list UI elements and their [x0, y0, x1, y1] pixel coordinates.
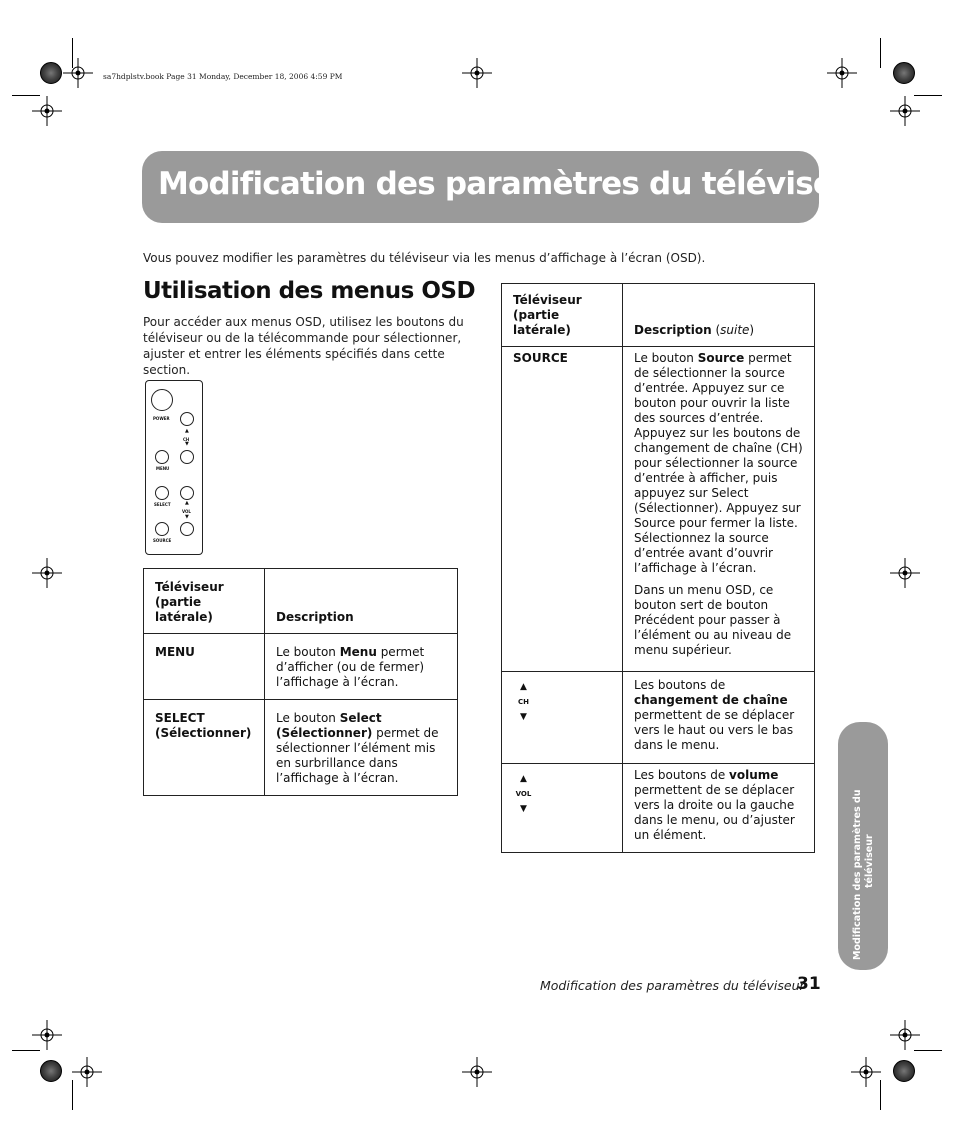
power-button-icon	[151, 389, 173, 411]
print-registration-ball	[893, 1060, 915, 1082]
select-button-icon	[155, 486, 169, 500]
crosshair-registration-icon	[72, 1057, 102, 1087]
vol-down-button-icon	[180, 522, 194, 536]
vol-down-arrow-icon: ▼	[185, 514, 189, 520]
footer-title: Modification des paramètres du téléviseur	[540, 978, 805, 993]
crosshair-registration-icon	[851, 1057, 881, 1087]
crosshair-registration-icon	[63, 58, 93, 88]
power-label: POWER	[153, 416, 170, 421]
vol-up-arrow-icon: ▲	[185, 500, 189, 506]
buttons-table-right	[501, 283, 815, 853]
section-title: Utilisation des menus OSD	[143, 278, 476, 304]
table-row	[502, 764, 815, 853]
row-desc-source: Le bouton Source permet de sélectionner la source d’entrée. Appuyez sur ce bouton pour ouvrir la liste des sources d’entrée. Appuyez sur les boutons de changement de chaîne (CH) pour sélectionner la source d’entrée à afficher, puis appuyez sur Select (Sélectionner). Appuyez sur Source pour fermer la liste. Sélectionnez la source d’entrée avant d’ouvrir l’affichage à l’écran. Dans un menu OSD, ce bouton sert de bouton Précédent pour passer à l’élément ou au niveau de menu supérieur.	[634, 351, 803, 657]
vol-label: VOL	[182, 509, 191, 514]
header-tv-side: Téléviseur (partie latérale)	[155, 580, 224, 624]
crosshair-registration-icon	[827, 58, 857, 88]
vol-buttons-icon: ▲ VOL ▼	[515, 774, 532, 814]
row-key-source: SOURCE	[513, 351, 568, 365]
section-text: Pour accéder aux menus OSD, utilisez les boutons du téléviseur ou de la télécommande pour sélectionner, ajuster et entrer les éléments spécifiés dans cette section.	[143, 315, 464, 377]
print-registration-ball	[893, 62, 915, 84]
crop-line	[880, 38, 881, 68]
intro-text: Vous pouvez modifier les paramètres du téléviseur via les menus d’affichage à l’écran (OSD).	[143, 251, 706, 265]
header-tv-side: Téléviseur (partie latérale)	[513, 293, 582, 337]
table-row	[144, 634, 458, 700]
ch-up-button-icon	[180, 412, 194, 426]
crosshair-registration-icon	[890, 96, 920, 126]
page-number: 31	[797, 974, 821, 994]
crosshair-registration-icon	[32, 96, 62, 126]
table-header-row	[502, 284, 815, 347]
crosshair-registration-icon	[890, 558, 920, 588]
select-label: SELECT	[154, 502, 171, 507]
row-key-select: SELECT (Sélectionner)	[155, 711, 252, 740]
crop-line	[914, 1050, 942, 1051]
row-desc-menu: Le bouton Menu permet d’afficher (ou de fermer) l’affichage à l’écran.	[276, 645, 425, 689]
ch-buttons-icon: ▲ CH ▼	[518, 682, 529, 722]
crosshair-registration-icon	[32, 558, 62, 588]
table-row	[502, 672, 815, 764]
menu-label: MENU	[156, 466, 170, 471]
crop-line	[72, 1080, 73, 1110]
row-desc-vol: Les boutons de volume permettent de se déplacer vers la droite ou la gauche dans le menu, ou d’ajuster un élément.	[634, 768, 795, 842]
ch-label: CH	[183, 437, 190, 442]
buttons-table-left	[143, 568, 458, 796]
row-desc-ch: Les boutons de changement de chaîne permettent de se déplacer vers le haut ou vers le bas dans le menu.	[634, 678, 795, 752]
row-key-menu: MENU	[155, 645, 195, 659]
side-tab-line1: Modification des paramètres du	[852, 789, 863, 960]
table-row	[144, 700, 458, 796]
tv-side-panel-illustration	[145, 380, 203, 555]
table-header-row	[144, 569, 458, 634]
ch-down-button-icon	[180, 450, 194, 464]
vol-up-button-icon	[180, 486, 194, 500]
table-row	[502, 347, 815, 672]
print-registration-ball	[40, 62, 62, 84]
print-registration-ball	[40, 1060, 62, 1082]
crosshair-registration-icon	[32, 1020, 62, 1050]
crosshair-registration-icon	[462, 58, 492, 88]
side-tab-line2: téléviseur	[864, 834, 875, 888]
source-label: SOURCE	[153, 538, 172, 543]
crosshair-registration-icon	[890, 1020, 920, 1050]
ch-down-arrow-icon: ▼	[185, 441, 189, 447]
crop-line	[12, 95, 40, 96]
row-desc-select: Le bouton Select (Sélectionner) permet de sélectionner l’élément mis en surbrillance dans l’affichage à l’écran.	[276, 711, 439, 785]
crop-line	[914, 95, 942, 96]
crop-line	[72, 38, 73, 68]
print-header: sa7hdplstv.book Page 31 Monday, December 18, 2006 4:59 PM	[103, 72, 343, 81]
chapter-side-tab-text	[838, 722, 888, 970]
header-description: Description (suite)	[634, 323, 755, 337]
crosshair-registration-icon	[462, 1057, 492, 1087]
crop-line	[880, 1080, 881, 1110]
menu-button-icon	[155, 450, 169, 464]
page-title: Modification des paramètres du téléviseur	[158, 166, 869, 202]
crop-line	[12, 1050, 40, 1051]
ch-up-arrow-icon: ▲	[185, 428, 189, 434]
source-button-icon	[155, 522, 169, 536]
header-description: Description	[276, 610, 354, 624]
